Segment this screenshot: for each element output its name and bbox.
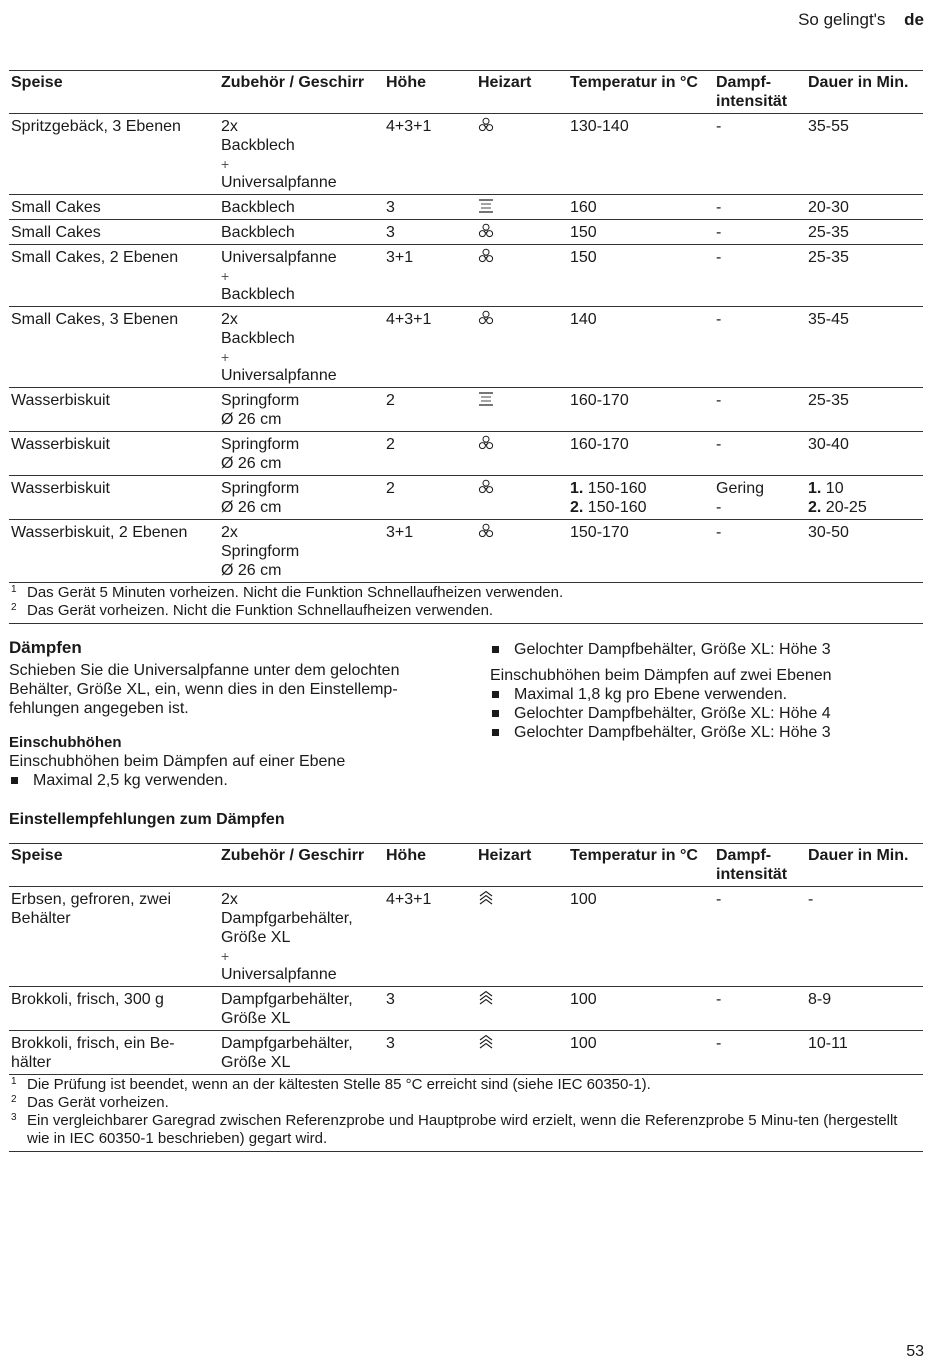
cell-speise: Spritzgebäck, 3 Ebenen [9, 114, 219, 195]
cell-heizart [476, 520, 568, 583]
baking-table [9, 70, 923, 624]
cell-line: 25-35 [808, 249, 849, 266]
fan-icon [478, 479, 494, 495]
cell-hoehe: 4+3+1 [384, 114, 476, 195]
cell-speise: Wasserbiskuit [9, 388, 219, 432]
cell-dampf [714, 476, 806, 520]
fan-icon [478, 248, 494, 264]
cell-zubehoer [219, 114, 384, 195]
fan-icon [478, 223, 494, 239]
cell-line: 2x [221, 891, 238, 908]
cell-dauer [806, 114, 923, 195]
cell-dampf [714, 388, 806, 432]
cell-dampf [714, 520, 806, 583]
cell-line: hälter [11, 1054, 52, 1071]
two-level-list [490, 685, 920, 742]
cell-dauer [806, 432, 923, 476]
cell-line: Universalpfanne [221, 367, 337, 384]
cell-line: 25-35 [808, 224, 849, 241]
cell-dampf [714, 307, 806, 388]
cell-heizart [476, 887, 568, 987]
cell-line: Universalpfanne [221, 966, 337, 983]
cell-line: - [716, 224, 722, 241]
cell-line: Ø 26 cm [221, 562, 282, 579]
cell-line: - [716, 311, 722, 328]
cell-line: 10-11 [808, 1035, 848, 1052]
cell-heizart [476, 307, 568, 388]
cell-temperatur [568, 114, 714, 195]
steam-intro: Schieben Sie die Universalpfanne unter dem gelochten Behälter, Größe XL, ein, wenn dies in den Einstellemp- fehlungen angegeben ist. [9, 662, 400, 717]
cell-speise: Wasserbiskuit [9, 476, 219, 520]
steam-icon [478, 1034, 494, 1050]
footnote: 3 Ein vergleichbarer Garegrad zwischen Referenzprobe und Hauptprobe wird erzielt, wenn die Referenzprobe 5 Minu-ten (hergestellt wie in IEC 60350-1 beschrieben) gegart wird. [11, 1112, 898, 1147]
cell-dauer [806, 987, 923, 1031]
footnote-text: Das Gerät vorheizen. Nicht die Funktion Schnellaufheizen verwenden. [27, 602, 494, 619]
cell-speise: Small Cakes, 3 Ebenen [9, 307, 219, 388]
cell-line: 100 [570, 891, 597, 908]
cell-line: - [716, 249, 722, 266]
cell-hoehe: 3 [384, 195, 476, 220]
cell-line: - [716, 199, 722, 216]
footnote-row [9, 583, 923, 624]
cell-line: 160-170 [570, 392, 629, 409]
cell-line: Springform [221, 436, 300, 453]
cell-hoehe: 3+1 [384, 245, 476, 307]
running-header [798, 10, 924, 30]
footnote-row [9, 1075, 923, 1152]
cell-line: Springform [221, 392, 300, 409]
cell-line: 2x [221, 118, 238, 135]
cell-line: Behälter [11, 910, 71, 927]
cell-dauer [806, 520, 923, 583]
section-title: So gelingt's [798, 10, 886, 29]
cell-line: 100 [570, 1035, 597, 1052]
cell-temperatur [568, 887, 714, 987]
cell-zubehoer [219, 220, 384, 245]
col-dauer: Dauer in Min. [806, 844, 923, 887]
cell-hoehe: 3+1 [384, 520, 476, 583]
one-level-list [9, 771, 449, 790]
steam-title: Dämpfen [9, 638, 82, 657]
cell-line: Dampfgarbehälter, [221, 1035, 353, 1052]
cell-line: Universalpfanne [221, 174, 337, 191]
table-row [9, 195, 923, 220]
col-hoehe: Höhe [384, 844, 476, 887]
cell-heizart [476, 476, 568, 520]
cell-hoehe: 4+3+1 [384, 307, 476, 388]
cell-zubehoer [219, 195, 384, 220]
cell-line: 150-170 [570, 524, 629, 541]
cell-line: - [716, 991, 722, 1008]
table-header-row [9, 71, 923, 114]
steam-recommendations-title: Einstellempfehlungen zum Dämpfen [9, 811, 285, 828]
one-level-list-cont [490, 640, 920, 659]
top-bottom-heat-icon [478, 391, 494, 407]
cell-temperatur [568, 987, 714, 1031]
cell-line: Erbsen, gefroren, zwei [11, 891, 172, 908]
cell-line: Ø 26 cm [221, 499, 282, 516]
cell-line: 8-9 [808, 991, 832, 1008]
cell-line: Größe XL [221, 929, 291, 946]
col-speise: Speise [9, 844, 219, 887]
cell-dampf [714, 432, 806, 476]
footnote-text: Die Prüfung ist beendet, wenn an der kältesten Stelle 85 °C erreicht sind (siehe IEC 60350-1). [27, 1076, 651, 1093]
one-level-label: Einschubhöhen beim Dämpfen auf einer Ebene [9, 753, 346, 770]
cell-dauer [806, 245, 923, 307]
cell-line: 35-55 [808, 118, 849, 135]
cell-dampf [714, 195, 806, 220]
plus-sign: + [221, 349, 230, 365]
cell-line: 2. 20-25 [808, 499, 867, 516]
step-number: 1. [808, 480, 822, 497]
cell-line: - [716, 499, 722, 516]
steam-icon [478, 990, 494, 1006]
cell-line: Dampfgarbehälter, [221, 991, 353, 1008]
cell-line: Größe XL [221, 1054, 291, 1071]
cell-line: Springform [221, 480, 300, 497]
table-row [9, 476, 923, 520]
cell-zubehoer [219, 307, 384, 388]
cell-line: 2x [221, 311, 238, 328]
col-dampfintensitaet: Dampf- intensität [714, 71, 806, 114]
col-temperatur: Temperatur in °C [568, 71, 714, 114]
cell-speise: Small Cakes [9, 195, 219, 220]
cell-line: 150 [570, 249, 597, 266]
cell-line: - [716, 524, 722, 541]
cell-line: Größe XL [221, 1010, 291, 1027]
cell-dauer [806, 1031, 923, 1075]
cell-line: 1. 10 [808, 480, 844, 497]
cell-line: 35-45 [808, 311, 849, 328]
footnote: 1 Die Prüfung ist beendet, wenn an der kältesten Stelle 85 °C erreicht sind (siehe IEC 60350-1). [11, 1076, 651, 1093]
cell-dauer [806, 388, 923, 432]
cell-heizart [476, 388, 568, 432]
cell-dampf [714, 220, 806, 245]
plus-sign: + [221, 268, 230, 284]
list-item: Gelochter Dampfbehälter, Größe XL: Höhe 4 [490, 704, 920, 723]
cell-line: 1. 150-160 [570, 480, 647, 497]
cell-line: - [808, 891, 814, 908]
cell-line: 160-170 [570, 436, 629, 453]
cell-line: 160 [570, 199, 597, 216]
col-dauer: Dauer in Min. [806, 71, 923, 114]
cell-dauer [806, 307, 923, 388]
fan-icon [478, 523, 494, 539]
cell-line: Backblech [221, 224, 295, 241]
col-temperatur: Temperatur in °C [568, 844, 714, 887]
cell-temperatur [568, 388, 714, 432]
cell-line: Backblech [221, 137, 295, 154]
cell-line: - [716, 392, 722, 409]
table-row [9, 1031, 923, 1075]
language-tag: de [904, 10, 924, 29]
cell-heizart [476, 1031, 568, 1075]
cell-line: Backblech [221, 286, 295, 303]
col-speise: Speise [9, 71, 219, 114]
cell-temperatur [568, 220, 714, 245]
cell-line: - [716, 436, 722, 453]
cell-speise: Small Cakes, 2 Ebenen [9, 245, 219, 307]
cell-line: Brokkoli, frisch, 300 g [11, 991, 164, 1008]
cell-zubehoer [219, 1031, 384, 1075]
cell-hoehe: 3 [384, 987, 476, 1031]
footnotes [9, 583, 923, 624]
footnote: 2 Das Gerät vorheizen. [11, 1094, 169, 1111]
cell-line: 20-30 [808, 199, 849, 216]
cell-dauer [806, 195, 923, 220]
cell-heizart [476, 245, 568, 307]
step-number: 1. [570, 480, 584, 497]
cell-dauer [806, 476, 923, 520]
cell-line: Backblech [221, 199, 295, 216]
cell-hoehe: 3 [384, 1031, 476, 1075]
cell-temperatur [568, 195, 714, 220]
cell-line: Gering [716, 480, 765, 497]
table-row [9, 520, 923, 583]
cell-line: 2x [221, 524, 238, 541]
cell-heizart [476, 432, 568, 476]
table-header-row [9, 844, 923, 887]
footnote: 1 Das Gerät 5 Minuten vorheizen. Nicht die Funktion Schnellaufheizen verwenden. [11, 584, 564, 601]
cell-speise: Wasserbiskuit, 2 Ebenen [9, 520, 219, 583]
cell-speise [9, 887, 219, 987]
cell-temperatur [568, 520, 714, 583]
cell-hoehe: 4+3+1 [384, 887, 476, 987]
col-zubehoer: Zubehör / Geschirr [219, 844, 384, 887]
table-row [9, 245, 923, 307]
cell-line: Springform [221, 543, 300, 560]
cell-dampf [714, 887, 806, 987]
cell-zubehoer [219, 245, 384, 307]
cell-zubehoer [219, 476, 384, 520]
table-row [9, 887, 923, 987]
list-item: Maximal 2,5 kg verwenden. [9, 771, 449, 790]
step-number: 2. [570, 499, 584, 516]
col-zubehoer: Zubehör / Geschirr [219, 71, 384, 114]
list-item: Maximal 1,8 kg pro Ebene verwenden. [490, 685, 920, 704]
footnote-text: Ein vergleichbarer Garegrad zwischen Referenzprobe und Hauptprobe wird erzielt, wenn die Referenzprobe 5 Minu-ten (hergestellt wie in IEC 60350-1 beschrieben) gegart wird. [27, 1112, 898, 1147]
steam-section-right [490, 640, 920, 742]
fan-icon [478, 435, 494, 451]
steam-icon [478, 890, 494, 906]
cell-line: 130-140 [570, 118, 629, 135]
cell-zubehoer [219, 987, 384, 1031]
col-heizart: Heizart [476, 844, 568, 887]
cell-temperatur [568, 307, 714, 388]
cell-line: Backblech [221, 330, 295, 347]
cell-hoehe: 3 [384, 220, 476, 245]
footnote: 2 Das Gerät vorheizen. Nicht die Funktion Schnellaufheizen verwenden. [11, 602, 494, 619]
table-row [9, 114, 923, 195]
cell-heizart [476, 114, 568, 195]
cell-temperatur [568, 1031, 714, 1075]
list-item: Gelochter Dampfbehälter, Größe XL: Höhe 3 [490, 723, 920, 742]
cell-line: - [716, 891, 722, 908]
cell-line: Dampfgarbehälter, [221, 910, 353, 927]
cell-dampf [714, 114, 806, 195]
cell-speise: Small Cakes [9, 220, 219, 245]
cell-temperatur [568, 245, 714, 307]
footnote-text: Das Gerät vorheizen. [27, 1094, 169, 1111]
table-row [9, 987, 923, 1031]
footnote-text: Das Gerät 5 Minuten vorheizen. Nicht die Funktion Schnellaufheizen verwenden. [27, 584, 564, 601]
cell-hoehe: 2 [384, 388, 476, 432]
cell-dauer [806, 887, 923, 987]
cell-line: Brokkoli, frisch, ein Be- [11, 1035, 175, 1052]
two-level-label: Einschubhöhen beim Dämpfen auf zwei Ebenen [490, 667, 832, 684]
cell-dampf [714, 1031, 806, 1075]
cell-line: Universalpfanne [221, 249, 337, 266]
cell-line: 30-50 [808, 524, 849, 541]
cell-line: 30-40 [808, 436, 849, 453]
cell-temperatur [568, 432, 714, 476]
cell-zubehoer [219, 388, 384, 432]
footnotes [9, 1075, 923, 1152]
cell-heizart [476, 220, 568, 245]
fan-icon [478, 117, 494, 133]
cell-heizart [476, 987, 568, 1031]
cell-dampf [714, 987, 806, 1031]
plus-sign: + [221, 948, 230, 964]
steam-section-left [9, 638, 449, 790]
page-number: 53 [906, 1343, 924, 1360]
cell-speise [9, 1031, 219, 1075]
cell-line: Ø 26 cm [221, 411, 282, 428]
col-dampfintensitaet: Dampf- intensität [714, 844, 806, 887]
cell-line: 140 [570, 311, 597, 328]
cell-hoehe: 2 [384, 432, 476, 476]
cell-line: 25-35 [808, 392, 849, 409]
shelf-heights-title: Einschubhöhen [9, 734, 122, 751]
table-row [9, 307, 923, 388]
cell-dampf [714, 245, 806, 307]
step-number: 2. [808, 499, 822, 516]
cell-line: - [716, 118, 722, 135]
steaming-table [9, 843, 923, 1152]
cell-zubehoer [219, 432, 384, 476]
cell-zubehoer [219, 520, 384, 583]
table-row [9, 388, 923, 432]
cell-line: 150 [570, 224, 597, 241]
cell-hoehe: 2 [384, 476, 476, 520]
table-row [9, 220, 923, 245]
col-hoehe: Höhe [384, 71, 476, 114]
cell-speise: Wasserbiskuit [9, 432, 219, 476]
table-row [9, 432, 923, 476]
cell-line: Ø 26 cm [221, 455, 282, 472]
cell-dauer [806, 220, 923, 245]
cell-line: - [716, 1035, 722, 1052]
cell-speise [9, 987, 219, 1031]
fan-icon [478, 310, 494, 326]
cell-line: 100 [570, 991, 597, 1008]
cell-zubehoer [219, 887, 384, 987]
col-heizart: Heizart [476, 71, 568, 114]
cell-line: 2. 150-160 [570, 499, 647, 516]
top-bottom-heat-icon [478, 198, 494, 214]
cell-temperatur [568, 476, 714, 520]
list-item: Gelochter Dampfbehälter, Größe XL: Höhe 3 [490, 640, 920, 659]
plus-sign: + [221, 156, 230, 172]
cell-heizart [476, 195, 568, 220]
